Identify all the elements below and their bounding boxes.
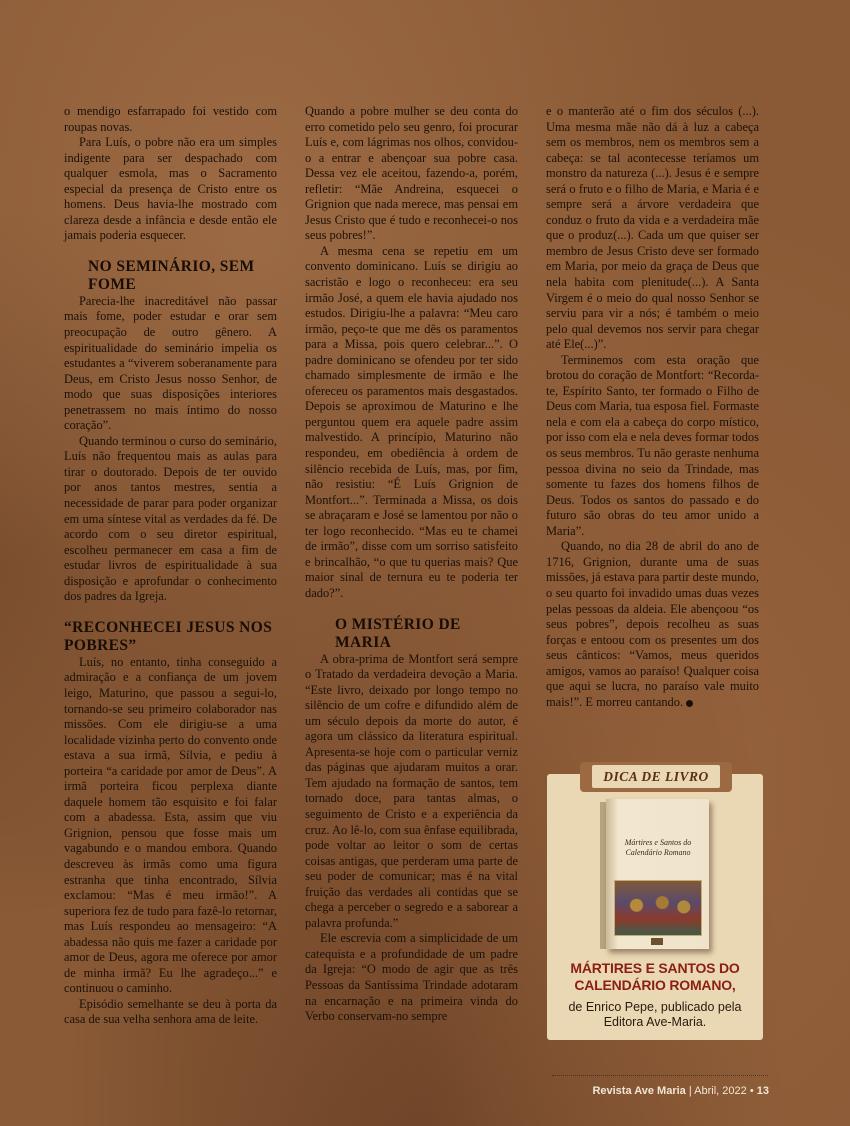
paragraph: A mesma cena se repetiu em um convento dominicano. Luís se dirigiu ao sacristão e logo o reconheceu: era seu irmão José, a quem ele havia ajudado nos estudos. Dirigiu-lhe a palavra: “Meu caro irmão, peço-te que me dês os paramentos para a Missa, pois quero celebrar...”. O padre dominicano se ofendeu por ter sido chamado simplesmente de irmão e lhe ofereceu os paramentos mais desgastados. Depois se aproximou de Maturino e lhe perguntou quem era aquele padre assim malvestido. A princípio, Maturino não respondeu, em obediência à ordem de silêncio recebida de Luís, mas, por fim, não resistiu: “É Luís Grignion de Montfort...”. Terminada a Missa, os dois se abraçaram e José se lamentou por não o ter logo reconhecido. “Mas eu te chamei de irmão”, disse com um sorriso satisfeito e brincalhão, “o que tu querias mais? Que maior sinal de ternura eu te poderia ter dado?”.: [305, 243, 518, 600]
paragraph: Luís, no entanto, tinha conseguido a admiração e a confiança de um jovem leigo, Maturino, que passou a segui-lo, tornando-se seu primeiro colaborador nas missões. Com ele dirigiu-se a uma localidade vizinha perto do convento onde estava a sua irmã, Sílvia, e pediu à porteira “a caridade por amor de Deus”. A irmã porteira ficou perplexa diante daquele homem tão esquisito e foi falar com a abadessa. Esta, assim que viu Grignion, pensou que fosse mais um vagabundo e o mandou embora. Quando descreveu às irmãs como uma figura estranha que tinha encontrado, Sílvia exclamou: “Mas é meu irmão!”. A superiora fez de tudo para fazê-lo retornar, mas Luís respondeu ao mensageiro: “A abadessa não quis me fazer a caridade por amor de Deus, agora me oferece por amor de minha irmã? Eu lhe agradeço...” e continuou o caminho.: [64, 654, 277, 996]
footer-separator: |: [688, 1085, 692, 1097]
end-of-article-mark: [686, 700, 693, 707]
column-2: [305, 104, 518, 1025]
footer-bullet: •: [749, 1085, 754, 1097]
paragraph: A obra-prima de Montfort será sempre o Tratado da verdadeira devoção a Maria. “Este livro, deixado por longo tempo no silêncio de um cofre e difundido além de um século depois da morte do autor, é agora um clássico da literatura espiritual. Apresenta-se hoje com o particular verniz das páginas que ajudaram muitos a orar. Tem ajudado na formação de santos, tem tornado doce, para tantas almas, o seguimento de Cristo e a experiência da cruz. Ao lê-lo, com sua ênfase equilibrada, pode voltar ao leitor o som de certas coisas antigas, que perderam uma parte de seu poder de comunicar; mas é na vital fruição das verdades ali contidas que se chega a perceber o segredo e a saborear a palavra profunda.”: [305, 651, 518, 930]
paragraph: Episódio semelhante se deu à porta da casa de sua velha senhora ama de leite.: [64, 996, 277, 1027]
section-heading: “RECONHECEI JESUS NOS POBRES”: [64, 618, 273, 654]
paragraph: Parecia-lhe inacreditável não passar mais fome, poder estudar e orar sem preocupação de outro gênero. A espiritualidade do seminário impelia os estudantes a “viverem soberanamente para Deus, em Cristo Jesus nosso Senhor, de modo que suas disposições interiores penetrassem no mais íntimo do nosso coração”.: [64, 293, 277, 433]
paragraph-text: Quando, no dia 28 de abril do ano de 1716, Grignion, durante uma de suas missões, já estava para partir deste mundo, o seu quarto foi invadido umas duas vezes pelas pessoas da aldeia. Ele abençoou “os seus pobres”, depois recolheu as suas forças e entoou com os presentes um dos seus cânticos: “Vamos, meus queridos amigos, vamos ao paraíso! Qualquer coisa que aqui se lucra, no paraíso vale muito mais!”. E morreu cantando.: [546, 539, 759, 709]
paragraph: Ele escrevia com a simplicidade de um catequista e a profundidade de um padre da Igreja: “O modo de agir que as três Pessoas da Santíssima Trindade adotaram na encarnação e na primeira vinda do Verbo conservam-no sempre: [305, 931, 518, 1024]
footer-divider: [552, 1075, 768, 1076]
publisher-logo-icon: [651, 938, 663, 945]
paragraph: Quando a pobre mulher se deu conta do erro cometido pelo seu genro, foi procurar Luís e, com lágrimas nos olhos, convidou-o a entrar e abençoar sua pobre casa. Dessa vez ele aceitou, fazendo-a, porém, refletir: “Mãe Andreina, esquecei o Grignion que nada merece, mas pensai em Jesus Cristo que é tudo e reconhecei-o nos seus pobres!”.: [305, 104, 518, 243]
column-1: [64, 104, 277, 1028]
section-heading: O MISTÉRIO DE MARIA: [335, 615, 461, 651]
paragraph: Para Luís, o pobre não era um simples indigente para ser despachado com qualquer esmola, mas o Sacramento especial da presença de Cristo entre os homens. Deus havia-lhe mostrado com clareza desde a infância e desde então ele jamais poderia esquecer.: [64, 135, 277, 243]
paragraph: Terminemos com esta oração que brotou do coração de Montfort: “Recorda-te, Espírito Santo, ter formado o Filho de Deus com Maria, tua esposa fiel. Formaste nela e com ela a cabeça do corpo místico, por isso com ela e nela deves formar todos os seus membros. Tu não geraste nenhuma pessoa divina no seio da Trindade, mas somente tu fazes dos homens filhos de Deus. Todos os santos do passado e do futuro são obras do teu amor unido a Maria”.: [546, 352, 759, 538]
paragraph: [546, 539, 759, 710]
section-heading: NO SEMINÁRIO, SEM FOME: [88, 257, 255, 293]
paragraph: o mendigo esfarrapado foi vestido com roupas novas.: [64, 104, 277, 134]
page-number: 13: [756, 1085, 769, 1097]
column-3: [546, 104, 759, 710]
page-footer: [583, 1084, 769, 1098]
book-cover-title: Mártires e Santos do Calendário Romano: [624, 838, 692, 857]
paragraph: Quando terminou o curso do seminário, Luís não frequentou mais as aulas para tirar o doutorado. Depois de ter ouvido por anos tantos mestres, sentia a necessidade de parar para poder organizar em uma síntese vital as verdades da fé. De acordo com o seu diretor espiritual, escolheu permanecer em casa a fim de estudar livros de espiritualidade à sua disposição e aprofundar o conhecimento dos padres da Igreja.: [64, 433, 277, 604]
book-tab-label: DICA DE LIVRO: [592, 765, 720, 788]
paragraph: e o manterão até o fim dos séculos (...). Uma mesma mãe não dá à luz a cabeça sem os membros, nem os membros sem a cabeça: se tal acontecesse teríamos um monstro da natureza (...). Jesus é e sempre será o fruto e o filho de Maria, e Maria é e sempre será a árvore verdadeira que conduz o fruto da vida e a verdadeira mãe que o produz(...). Cada um que quiser ser membro de Jesus Cristo deve ser formado em Maria, por meio da graça de Deus que nela habita com plenitude(...). A Santa Virgem é o meio do qual nosso Senhor se serviu para vir a nós; é também o meio pelo qual devemos nos servir para chegar até Ele(...)”.: [546, 104, 759, 352]
book-author-publisher: de Enrico Pepe, publicado pela Editora Ave-Maria.: [568, 1000, 742, 1029]
book-title: MÁRTIRES E SANTOS DO CALENDÁRIO ROMANO,: [570, 960, 740, 993]
magazine-name: Revista Ave Maria: [592, 1085, 686, 1097]
book-cover-painting: [614, 880, 702, 936]
issue-date: Abril, 2022: [694, 1085, 747, 1097]
